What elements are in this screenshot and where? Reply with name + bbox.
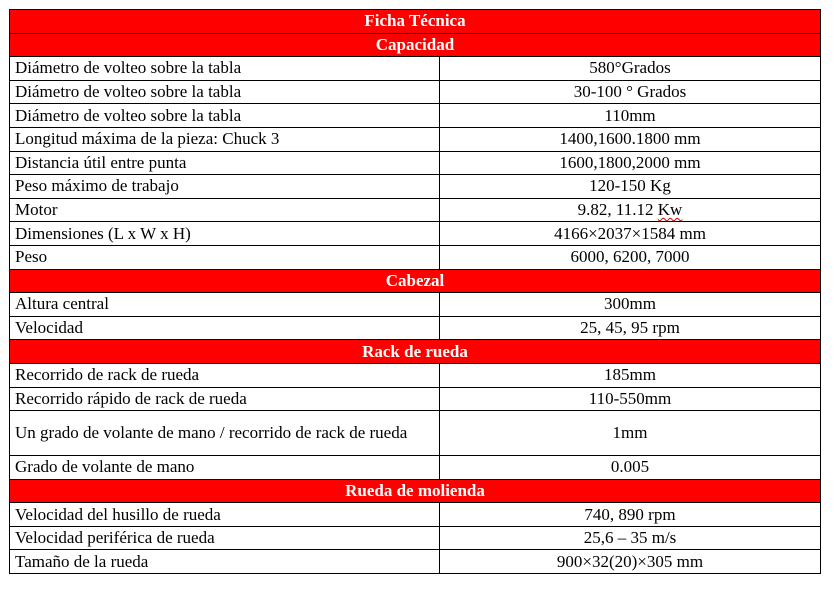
row-value: 30-100 ° Grados	[440, 80, 821, 104]
table-row	[10, 503, 821, 527]
row-value: 25, 45, 95 rpm	[440, 316, 821, 340]
row-label: Peso máximo de trabajo	[10, 175, 440, 199]
row-label: Dimensiones (L x W x H)	[10, 222, 440, 246]
section-header-row	[10, 33, 821, 57]
row-value: 1600,1800,2000 mm	[440, 151, 821, 175]
table-row	[10, 411, 821, 456]
row-label: Altura central	[10, 293, 440, 317]
row-value: 300mm	[440, 293, 821, 317]
row-value	[440, 198, 821, 222]
table-row	[10, 222, 821, 246]
row-label: Recorrido de rack de rueda	[10, 363, 440, 387]
spec-table	[9, 9, 821, 574]
table-row	[10, 175, 821, 199]
row-value: 580°Grados	[440, 57, 821, 81]
row-label: Velocidad del husillo de rueda	[10, 503, 440, 527]
row-label: Diámetro de volteo sobre la tabla	[10, 80, 440, 104]
table-row	[10, 151, 821, 175]
row-value: 1mm	[440, 411, 821, 456]
row-value: 120-150 Kg	[440, 175, 821, 199]
row-label: Velocidad periférica de rueda	[10, 526, 440, 550]
row-value: 900×32(20)×305 mm	[440, 550, 821, 574]
row-label: Diámetro de volteo sobre la tabla	[10, 57, 440, 81]
table-row	[10, 316, 821, 340]
row-label: Grado de volante de mano	[10, 456, 440, 480]
section-title-rack: Rack de rueda	[10, 340, 821, 364]
section-title-capacidad: Capacidad	[10, 33, 821, 57]
row-label: Distancia útil entre punta	[10, 151, 440, 175]
table-row	[10, 198, 821, 222]
table-row	[10, 245, 821, 269]
table-row	[10, 526, 821, 550]
table-title: Ficha Técnica	[10, 10, 821, 34]
row-label: Longitud máxima de la pieza: Chuck 3	[10, 127, 440, 151]
section-header-row	[10, 340, 821, 364]
table-row	[10, 387, 821, 411]
table-row	[10, 80, 821, 104]
row-value: 25,6 – 35 m/s	[440, 526, 821, 550]
row-label: Diámetro de volteo sobre la tabla	[10, 104, 440, 128]
row-label: Velocidad	[10, 316, 440, 340]
row-label: Peso	[10, 245, 440, 269]
row-value: 0.005	[440, 456, 821, 480]
row-value: 1400,1600.1800 mm	[440, 127, 821, 151]
section-header-row	[10, 269, 821, 293]
table-row	[10, 104, 821, 128]
motor-value-number: 9.82, 11.12	[577, 200, 658, 220]
row-value: 110mm	[440, 104, 821, 128]
table-row	[10, 293, 821, 317]
row-value: 185mm	[440, 363, 821, 387]
table-row	[10, 456, 821, 480]
motor-value-unit: Kw	[657, 200, 683, 220]
row-value: 110-550mm	[440, 387, 821, 411]
row-label: Tamaño de la rueda	[10, 550, 440, 574]
row-label: Un grado de volante de mano / recorrido de rack de rueda	[10, 411, 440, 456]
table-row	[10, 363, 821, 387]
row-value: 740, 890 rpm	[440, 503, 821, 527]
section-title-cabezal: Cabezal	[10, 269, 821, 293]
row-value: 4166×2037×1584 mm	[440, 222, 821, 246]
row-value: 6000, 6200, 7000	[440, 245, 821, 269]
table-row	[10, 57, 821, 81]
table-row	[10, 127, 821, 151]
row-label: Recorrido rápido de rack de rueda	[10, 387, 440, 411]
table-row	[10, 550, 821, 574]
title-row	[10, 10, 821, 34]
section-header-row	[10, 479, 821, 503]
section-title-rueda: Rueda de molienda	[10, 479, 821, 503]
row-label: Motor	[10, 198, 440, 222]
